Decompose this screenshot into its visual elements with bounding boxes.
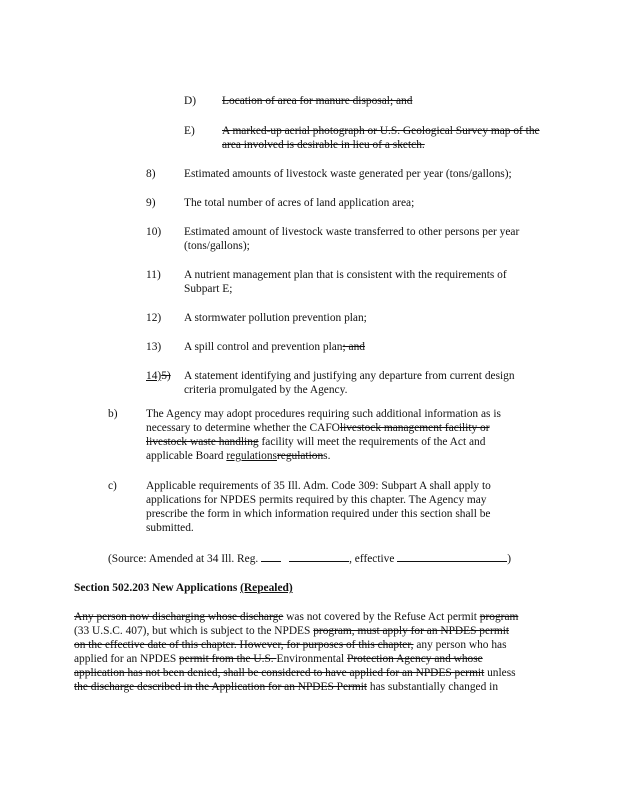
list-item-d-text: Location of area for manure disposal; and <box>222 95 413 107</box>
item-14-label-new: 14) <box>146 370 162 382</box>
body-line-2-struck: program, must apply for an NPDES permit <box>313 625 510 637</box>
item-9-text: The total number of acres of land application area; <box>184 197 415 209</box>
para-b-line-2-text: necessary to determine whether the CAFO <box>146 422 340 434</box>
section-heading <box>74 581 293 595</box>
para-b-line-1: The Agency may adopt procedures requiring such additional information as is <box>146 408 501 420</box>
item-14-text-1: A statement identifying and justifying any departure from current design <box>184 370 515 382</box>
list-item-e-label: E) <box>184 125 195 137</box>
item-13-text-a: A spill control and prevention plan <box>184 341 343 353</box>
item-14-label-old: 5) <box>161 370 171 382</box>
body-line-2 <box>74 624 509 638</box>
item-10-text-1: Estimated amount of livestock waste transferred to other persons per year <box>184 226 520 238</box>
body-line-5-struck: application has not been denied, shall be considered to have applied for an NPDES permit <box>74 667 485 679</box>
section-repealed: (Repealed) <box>240 582 293 594</box>
body-line-6-text: has substantially changed in <box>367 681 499 693</box>
section-title: Section 502.203 New Applications <box>74 582 241 594</box>
item-9-label: 9) <box>146 197 156 209</box>
body-line-5 <box>74 666 516 680</box>
item-8-label: 8) <box>146 168 156 180</box>
para-b-label: b) <box>108 408 118 420</box>
body-line-5-text: unless <box>484 667 516 679</box>
item-12-label: 12) <box>146 312 162 324</box>
body-line-6 <box>74 680 498 694</box>
body-line-4-text: applied for an NPDES <box>74 653 180 665</box>
body-line-6-struck: the discharge described in the Application for an NPDES Permit <box>74 681 368 693</box>
item-11-text-1: A nutrient management plan that is consistent with the requirements of <box>184 269 507 281</box>
item-13-text-struck: ; and <box>342 341 365 353</box>
body-line-4-text-2: Environmental <box>276 653 348 665</box>
para-b-line-4-struck: regulation <box>276 450 324 462</box>
item-11-text-2: Subpart E; <box>184 283 233 295</box>
item-10-text-2: (tons/gallons); <box>184 240 250 252</box>
para-b-line-4 <box>146 449 330 463</box>
para-b-line-4-text: applicable Board <box>146 450 227 462</box>
para-c-line-1: Applicable requirements of 35 Ill. Adm. Code 309: Subpart A shall apply to <box>146 480 491 492</box>
body-line-4 <box>74 652 483 666</box>
para-b-line-2 <box>146 421 490 435</box>
source-note <box>108 551 511 566</box>
para-b-line-3-text: facility will meet the requirements of the Act and <box>258 436 486 448</box>
body-line-4-struck: permit from the U.S. <box>179 653 277 665</box>
para-c-line-4: submitted. <box>146 522 194 534</box>
source-blank-1 <box>261 551 281 562</box>
body-line-1-struck-2: program <box>479 611 519 623</box>
item-13-label: 13) <box>146 341 162 353</box>
body-line-1-struck: Any person now discharging whose discharge <box>74 611 284 623</box>
item-11-label: 11) <box>146 269 161 281</box>
para-b-line-3-struck: livestock waste handling <box>146 436 259 448</box>
item-10-label: 10) <box>146 226 162 238</box>
item-14-label <box>146 369 171 383</box>
para-c-line-2: applications for NPDES permits required by this chapter. The Agency may <box>146 494 487 506</box>
source-blank-3 <box>397 551 507 562</box>
source-blank-2 <box>289 551 349 562</box>
para-b-line-4-added: regulations <box>226 450 277 462</box>
source-note-c: ) <box>507 553 512 565</box>
para-c-line-3: prescribe the form in which information required under this section shall be <box>146 508 491 520</box>
body-line-3-struck: on the effective date of this chapter. However, for purposes of this chapter, <box>74 639 414 651</box>
body-line-2-text: (33 U.S.C. 407), but which is subject to the NPDES <box>74 625 314 637</box>
body-line-3-text: any person who has <box>413 639 507 651</box>
item-12-text: A stormwater pollution prevention plan; <box>184 312 367 324</box>
para-c-label: c) <box>108 480 117 492</box>
body-line-3 <box>74 638 507 652</box>
list-item-d-label: D) <box>184 95 197 107</box>
body-line-4-struck-2: Protection Agency and whose <box>347 653 483 665</box>
item-13-text <box>184 340 365 354</box>
para-b-line-3 <box>146 435 485 449</box>
body-line-1 <box>74 610 518 624</box>
list-item-e-text: A marked-up aerial photograph or U.S. Geological Survey map of the area involved is desirable in lieu of a sketch. <box>222 125 540 151</box>
para-b-line-2-struck: livestock management facility or <box>339 422 490 434</box>
item-8-text: Estimated amounts of livestock waste generated per year (tons/gallons); <box>184 168 512 180</box>
source-note-b: , effective <box>349 553 398 565</box>
body-line-1-text: was not covered by the Refuse Act permit <box>283 611 480 623</box>
source-note-a: (Source: Amended at 34 Ill. Reg. <box>108 553 262 565</box>
para-b-line-4-end: s. <box>323 450 331 462</box>
item-14-text-2: criteria promulgated by the Agency. <box>184 384 348 396</box>
